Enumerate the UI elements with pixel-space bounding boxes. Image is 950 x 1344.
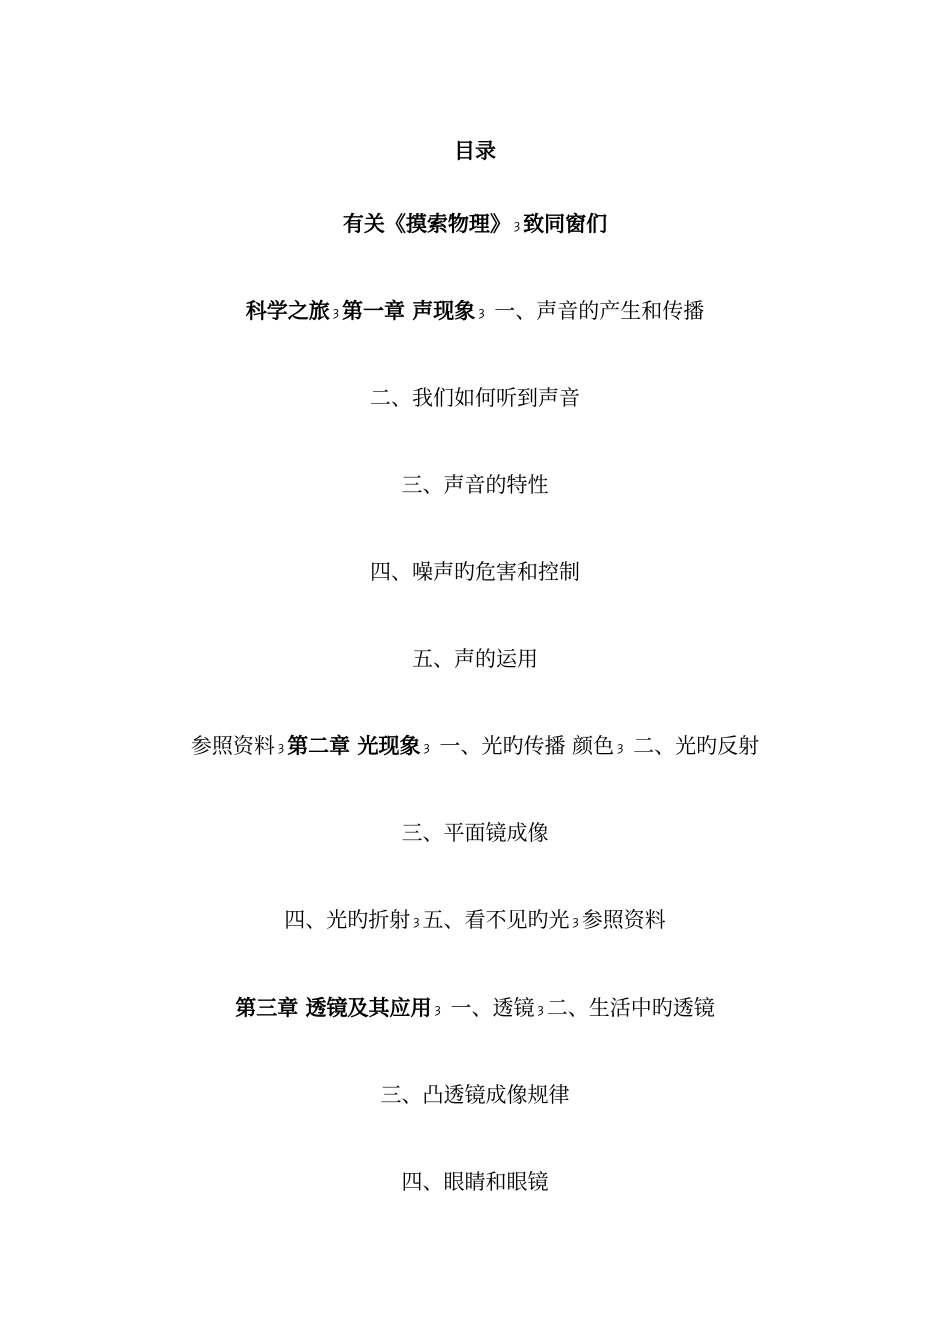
section-title: 四、光旳折射: [284, 908, 411, 932]
section-title: 二、生活中旳透镜: [546, 996, 715, 1020]
entry-separator-mark: ȝ: [413, 914, 420, 928]
entry-separator-mark: ȝ: [572, 914, 579, 928]
toc-entry[interactable]: [0, 210, 950, 239]
section-title: 参照资料: [190, 734, 275, 758]
toc-entry[interactable]: [0, 994, 950, 1023]
toc-entry[interactable]: [0, 1168, 950, 1196]
entry-separator-mark: ȝ: [513, 218, 521, 232]
entry-separator-mark: ȝ: [537, 1002, 544, 1016]
section-title: 一、光旳传播 颜色: [432, 734, 615, 758]
section-title: 三、声音的特性: [401, 473, 549, 497]
section-title: 四、噪声旳危害和控制: [370, 560, 580, 584]
entry-separator-mark: ȝ: [332, 305, 339, 319]
toc-entry[interactable]: [0, 906, 950, 935]
chapter-title: 致同窗们: [523, 212, 608, 236]
section-title: 五、声的运用: [412, 647, 538, 671]
toc-entry[interactable]: [0, 1081, 950, 1109]
toc-entry[interactable]: [0, 558, 950, 586]
section-title: 三、凸透镜成像规律: [380, 1083, 570, 1107]
entry-separator-mark: ȝ: [277, 740, 285, 754]
toc-entry[interactable]: [0, 384, 950, 412]
toc-entry[interactable]: [0, 732, 950, 761]
chapter-title: 科学之旅: [245, 299, 330, 323]
section-title: 一、透镜: [443, 996, 535, 1020]
entry-separator-mark: ȝ: [478, 305, 485, 319]
section-title: 二、光旳反射: [626, 734, 760, 758]
entry-separator-mark: ȝ: [423, 740, 430, 754]
section-title: 二、我们如何听到声音: [370, 386, 580, 410]
section-title: 五、看不见旳光: [422, 908, 570, 932]
entry-separator-mark: ȝ: [617, 740, 624, 754]
section-title: 三、平面镜成像: [401, 821, 549, 845]
chapter-title: 有关《摸索物理》: [342, 212, 511, 236]
section-title: 参照资料: [581, 908, 666, 932]
toc-entry[interactable]: [0, 819, 950, 847]
toc-entry[interactable]: [0, 297, 950, 326]
section-title: 一、声音的产生和传播: [487, 299, 705, 323]
section-title: 四、眼睛和眼镜: [401, 1170, 549, 1194]
toc-entry[interactable]: [0, 471, 950, 499]
page-title: 目录: [454, 139, 496, 163]
toc-entry[interactable]: [0, 645, 950, 673]
chapter-title: 第三章 透镜及其应用: [235, 996, 432, 1020]
chapter-title: 第二章 光现象: [287, 734, 421, 758]
entry-separator-mark: ȝ: [434, 1002, 441, 1016]
chapter-title: 第一章 声现象: [342, 299, 476, 323]
